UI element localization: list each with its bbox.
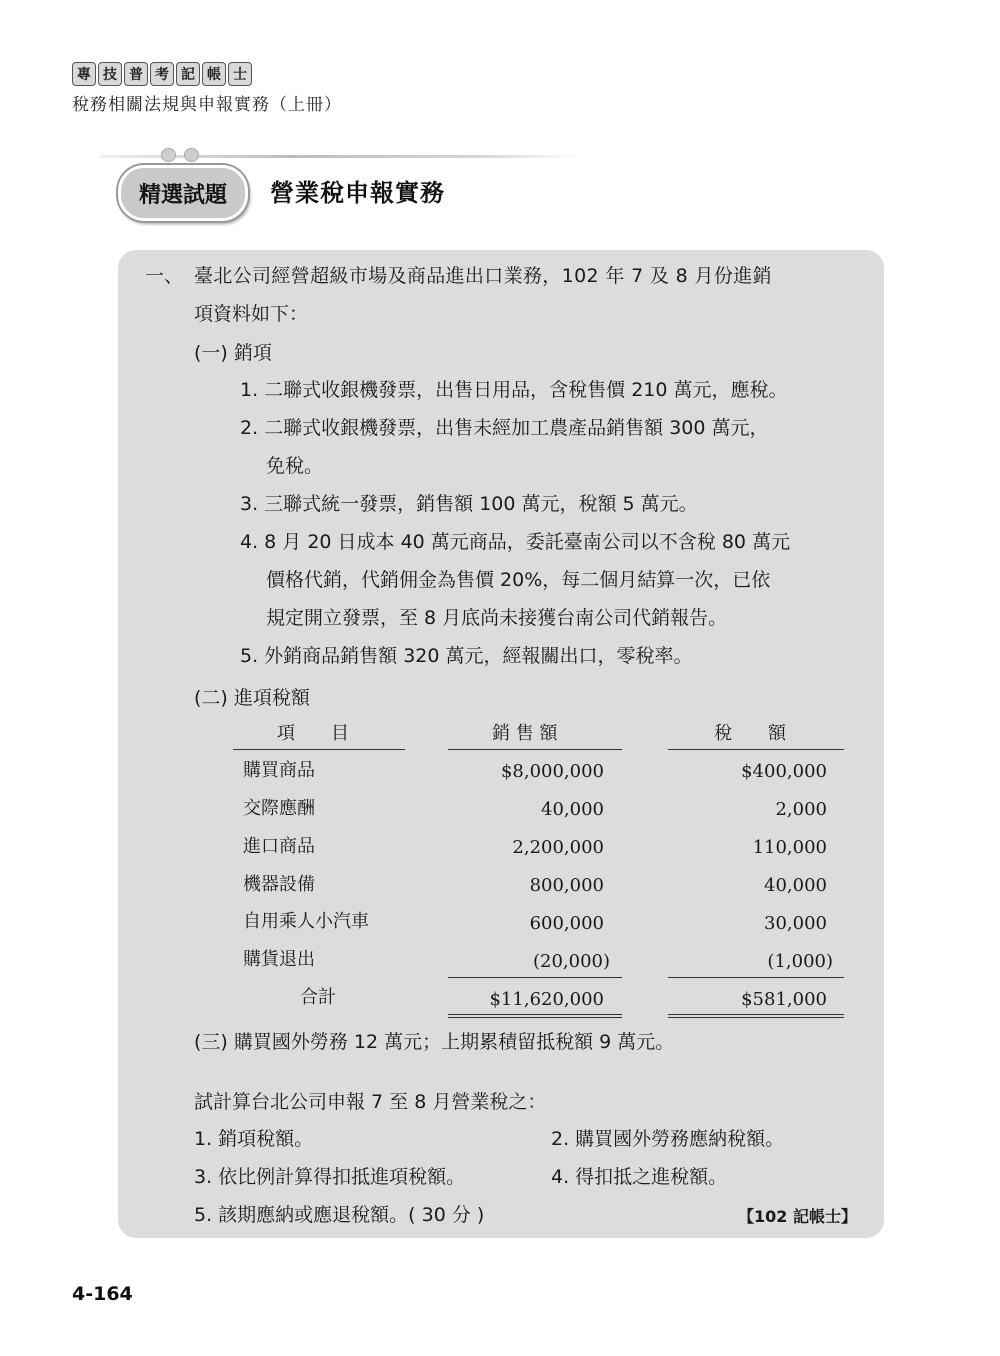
table-double-rule xyxy=(448,1014,622,1018)
table-cell-tax: 2,000 xyxy=(775,799,827,820)
series-badge: 考 xyxy=(150,62,174,86)
ask-item: 2. 購買國外勞務應納稅額。 xyxy=(551,1128,785,1150)
ask-intro: 試計算台北公司申報 7 至 8 月營業稅之： xyxy=(194,1091,547,1113)
table-cell-tax: 40,000 xyxy=(764,875,827,896)
table-header-rule xyxy=(448,749,622,750)
section-badge: 精選試題 xyxy=(118,165,248,221)
ask-item: 5. 該期應納或應退稅額。( 30 分 ) xyxy=(194,1204,485,1226)
series-badge: 記 xyxy=(176,62,200,86)
table-cell-sales: $8,000,000 xyxy=(500,761,604,782)
part1-item: 1. 二聯式收銀機發票，出售日用品，含稅售價 210 萬元，應稅。 xyxy=(240,379,788,401)
part2-title: (二) 進項稅額 xyxy=(194,687,310,709)
page-number: 4-164 xyxy=(72,1283,133,1305)
table-cell-item: 交際應酬 xyxy=(243,798,315,819)
table-cell-tax: 110,000 xyxy=(752,837,827,858)
table-double-rule xyxy=(668,1014,844,1018)
series-badge: 技 xyxy=(98,62,122,86)
table-total-tax: $581,000 xyxy=(741,989,827,1010)
series-badge: 士 xyxy=(228,62,252,86)
table-cell-item: 購貨退出 xyxy=(243,949,315,970)
table-cell-item: 機器設備 xyxy=(243,874,315,895)
table-header-item: 項 目 xyxy=(277,723,349,744)
part1-item: 2. 二聯式收銀機發票，出售未經加工農產品銷售額 300 萬元， xyxy=(240,417,769,439)
table-header-sales: 銷 售 額 xyxy=(492,723,558,744)
table-cell-sales: 40,000 xyxy=(541,799,604,820)
ask-item: 1. 銷項稅額。 xyxy=(194,1128,314,1150)
series-badge: 專 xyxy=(72,62,96,86)
part1-item: 4. 8 月 20 日成本 40 萬元商品，委託臺南公司以不含稅 80 萬元 xyxy=(240,531,791,553)
series-badge: 普 xyxy=(124,62,148,86)
table-subtotal-rule xyxy=(448,977,622,978)
series-badge: 帳 xyxy=(202,62,226,86)
table-cell-tax: 30,000 xyxy=(764,913,827,934)
table-cell-tax: (1,000) xyxy=(767,951,833,972)
table-cell-tax: $400,000 xyxy=(741,761,827,782)
table-cell-item: 自用乘人小汽車 xyxy=(243,911,369,932)
table-subtotal-rule xyxy=(668,977,844,978)
table-cell-sales: 800,000 xyxy=(529,875,604,896)
section-title: 營業稅申報實務 xyxy=(270,179,445,207)
part1-title: (一) 銷項 xyxy=(194,342,272,364)
table-header-rule xyxy=(668,749,844,750)
part1-item-continued: 價格代銷，代銷佣金為售價 20%，每二個月結算一次，已依 xyxy=(266,569,771,591)
question-intro-line1: 臺北公司經營超級市場及商品進出口業務，102 年 7 及 8 月份進銷 xyxy=(194,265,772,287)
table-cell-item: 進口商品 xyxy=(243,836,315,857)
table-header-rule xyxy=(233,749,405,750)
table-header-tax: 稅 額 xyxy=(714,723,786,744)
book-title: 稅務相關法規與申報實務（上冊） xyxy=(72,95,342,115)
part1-item: 3. 三聯式統一發票，銷售額 100 萬元，稅額 5 萬元。 xyxy=(240,493,698,515)
exam-source: 【102 記帳士】 xyxy=(738,1207,857,1226)
part1-item-continued: 免稅。 xyxy=(266,455,324,477)
table-total-sales: $11,620,000 xyxy=(489,989,604,1010)
ask-item: 4. 得扣抵之進稅額。 xyxy=(551,1166,728,1188)
table-cell-sales: (20,000) xyxy=(532,951,610,972)
part1-item-continued: 規定開立發票，至 8 月底尚未接獲台南公司代銷報告。 xyxy=(266,607,728,629)
question-number: 一、 xyxy=(145,265,184,287)
heading-knob xyxy=(161,148,176,162)
ask-item: 3. 依比例計算得扣抵進項稅額。 xyxy=(194,1166,466,1188)
table-total-label: 合計 xyxy=(300,987,336,1008)
part1-item: 5. 外銷商品銷售額 320 萬元，經報關出口，零稅率。 xyxy=(240,645,693,667)
series-badges xyxy=(72,62,252,86)
table-cell-sales: 600,000 xyxy=(529,913,604,934)
table-cell-item: 購買商品 xyxy=(243,760,315,781)
table-cell-sales: 2,200,000 xyxy=(512,837,604,858)
part3-text: (三) 購買國外勞務 12 萬元；上期累積留抵稅額 9 萬元。 xyxy=(194,1031,675,1053)
question-intro-line2: 項資料如下： xyxy=(194,303,309,325)
heading-knob xyxy=(184,148,199,162)
